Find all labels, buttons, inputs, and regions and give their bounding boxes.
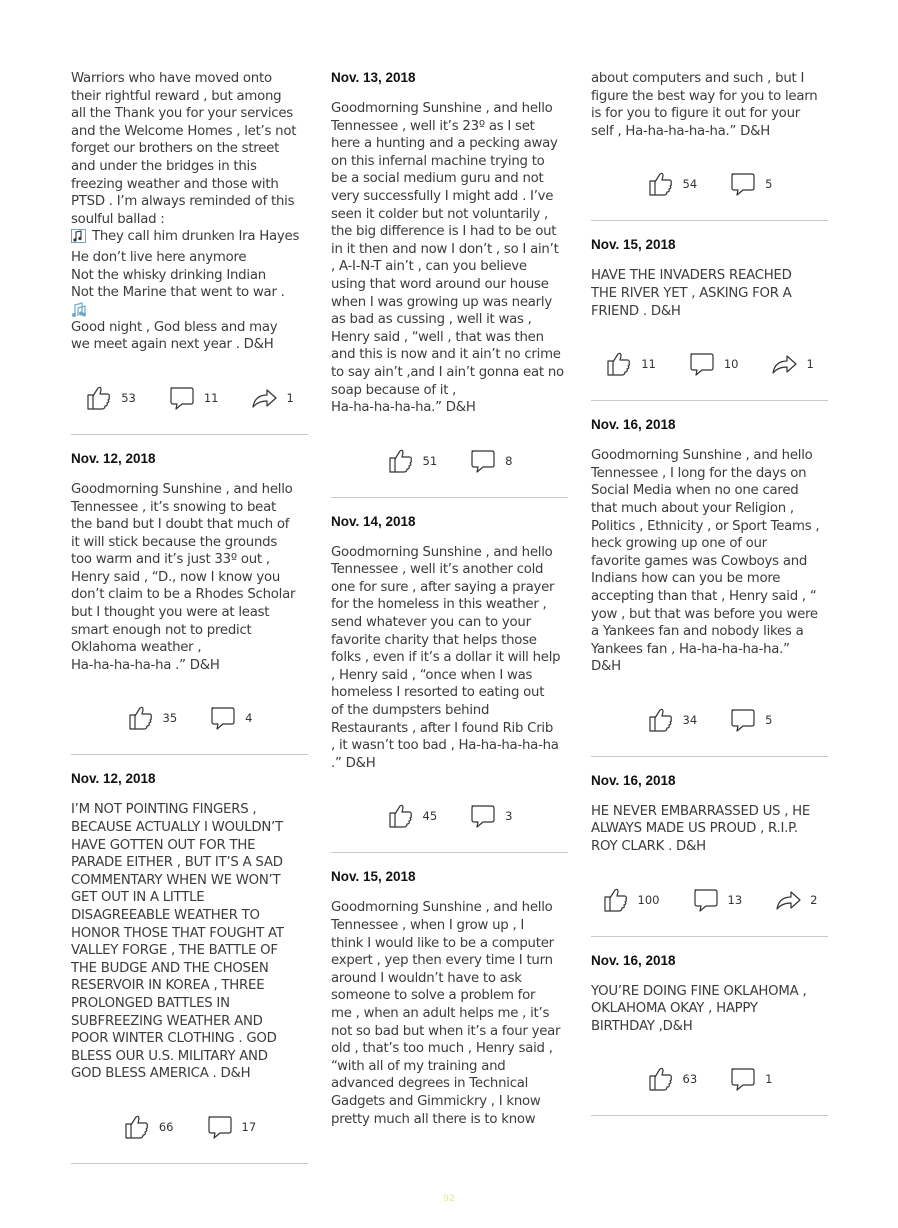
post-text: Goodmorning Sunshine , and hello Tennessee , when I grow up , I think I would like to be a computer expert , yep then every time I turn around I wouldn’t have to ask someone to solve a problem for me , when an adult helps me , it’s not so bad but when it’s a four year old , that’s too much , Henry said , “with all of my training and advanced degrees in Technical Gadgets and Gimmickry , I know pretty much all there is to know [331,900,561,1127]
comment-count: 11 [203,390,219,405]
post [591,773,828,937]
post-stats [591,886,828,914]
comment-count: 5 [765,177,773,192]
divider [591,936,828,937]
column-2 [331,70,568,1128]
like-icon [647,706,675,734]
share-icon [774,886,802,914]
comment-icon [729,1065,757,1093]
post-text: Goodmorning Sunshine , and hello Tennessee , well it’s another cold one for sure , after saying a prayer for the homeless in this weather , send whatever you can to your favorite charity that helps those folks , even if it’s a dollar it will help , Henry said , “once when I was homeless I resorted to eating out of the dumpsters behind Restaurants , after I found Rib Crib , it wasn’t too bad , Ha-ha-ha-ha-ha .” D&H [331,544,561,771]
post-stats [71,704,308,732]
like-count: 100 [637,892,660,907]
comment-stat[interactable] [688,350,739,378]
comment-stat[interactable] [168,384,219,412]
post-stats [71,384,308,412]
like-icon [605,350,633,378]
comment-stat[interactable] [206,1113,257,1141]
like-count: 35 [162,711,178,726]
post-continued [71,70,308,435]
share-count: 1 [286,390,294,405]
comment-icon [688,350,716,378]
comment-stat[interactable] [692,886,743,914]
post-date: Nov. 16, 2018 [591,417,676,433]
lyric-lines: He don’t live here anymore Not the whisky drinking Indian Not the Marine that went to war . [71,249,285,301]
like-icon [85,384,113,412]
post-text: HAVE THE INVADERS REACHED THE RIVER YET , ASKING FOR A FRIEND . D&H [591,268,792,319]
post [71,771,308,1164]
like-stat[interactable] [85,384,136,412]
post-text: Goodmorning Sunshine , and hello Tennessee , it’s snowing to beat the band but I doubt that much of it will stick because the grounds too warm and it’s just 33º out , Henry said , “D., now I know you don’t claim to be a Rhodes Scholar but I thought you were at least smart enough not to predict Oklahoma weather , Ha-ha-ha-ha-ha .” D&H [71,481,296,673]
like-count: 66 [158,1119,174,1134]
comment-count: 10 [723,357,739,372]
share-count: 1 [806,357,814,372]
comment-stat[interactable] [469,802,512,830]
comment-count: 13 [727,892,743,907]
share-icon [770,350,798,378]
like-stat[interactable] [647,706,698,734]
comment-count: 5 [765,712,773,727]
divider [591,756,828,757]
divider [591,1115,828,1116]
divider [591,400,828,401]
post-date: Nov. 12, 2018 [71,771,156,787]
divider [71,434,308,435]
divider [331,852,568,853]
like-stat[interactable] [602,886,660,914]
post-text: Goodmorning Sunshine , and hello Tennessee , well it’s 23º as I set here a hunting and a pecking away on this infernal machine trying to be a social medium guru and not very successfully I might add . I’ve seen it colder but not voluntarily , the big difference is I had to be out in it then and now I don’t , so I ain’t , A-I-N-T ain’t , can you believe using that word around our house when I was growing up was nearly as bad as cussing , well it was , Henry said , “well , that was then and this is now and it ain’t no crime to say ain’t ,and I ain’t gonna eat no soap because of it , Ha-ha-ha-ha-ha.” D&H [331,101,564,416]
like-count: 54 [682,177,698,192]
post-stats [331,447,568,475]
post-date: Nov. 16, 2018 [591,772,676,788]
comment-icon [729,170,757,198]
post-date: Nov. 15, 2018 [331,869,416,885]
like-count: 63 [682,1072,698,1087]
comment-stat[interactable] [729,170,772,198]
like-stat[interactable] [387,447,438,475]
post-stats [71,1113,308,1141]
post [591,237,828,401]
post-date: Nov. 14, 2018 [331,513,416,529]
like-stat[interactable] [127,704,178,732]
like-icon [387,447,415,475]
comment-count: 4 [245,711,253,726]
post-stats [591,170,828,198]
comment-count: 3 [505,809,513,824]
comment-stat[interactable] [209,704,252,732]
like-stat[interactable] [647,1065,698,1093]
post-stats [591,350,828,378]
like-icon [123,1113,151,1141]
post [331,869,568,1128]
like-icon [387,802,415,830]
notes-icon [71,302,308,319]
page-number: 92 [443,1194,455,1204]
post-stats [591,1065,828,1093]
post-stats [331,802,568,830]
post-date: Nov. 13, 2018 [331,70,416,85]
like-icon [647,170,675,198]
post-text: YOU’RE DOING FINE OKLAHOMA , OKLAHOMA OKAY , HAPPY BIRTHDAY ,D&H [591,983,807,1034]
like-count: 51 [422,453,438,468]
comment-icon [206,1113,234,1141]
comment-count: 8 [505,453,513,468]
lyric-line [71,228,308,249]
comment-icon [692,886,720,914]
like-icon [647,1065,675,1093]
post-text: HE NEVER EMBARRASSED US , HE ALWAYS MADE US PROUD , R.I.P. ROY CLARK . D&H [591,803,811,855]
like-count: 53 [121,390,136,405]
comment-icon [168,384,196,412]
like-count: 45 [422,809,438,824]
like-stat[interactable] [387,802,438,830]
comment-count: 17 [241,1119,257,1134]
lyric-text: They call him drunken Ira Hayes [88,229,300,245]
post-stats [591,706,828,734]
post [591,417,828,757]
comment-icon [469,447,497,475]
column-1 [71,70,308,1180]
post [331,514,568,854]
post-date: Nov. 12, 2018 [71,450,156,466]
like-count: 34 [682,712,698,727]
post [331,70,568,498]
comment-icon [209,704,237,732]
comment-count: 1 [765,1072,773,1087]
like-icon [602,886,630,914]
share-count: 2 [810,892,818,907]
post-date: Nov. 15, 2018 [591,237,676,253]
post-text: I’M NOT POINTING FINGERS , BECAUSE ACTUALLY I WOULDN’T HAVE GOTTEN OUT FOR THE PARADE EITHER , BUT IT’S A SAD COMMENTARY WHEN WE WON’T GET OUT IN A LITTLE DISAGREEABLE WEATHER TO HONOR THOSE THAT FOUGHT AT VALLEY FORGE , THE BATTLE OF THE BUDGE AND THE CHOSEN RESERVOIR IN KOREA , THREE PROLONGED BATTLES IN SUBFREEZING WEATHER AND POOR WINTER CLOTHING . GOD BLESS OUR U.S. MILITARY AND GOD BLESS AMERICA . D&H [71,802,284,1082]
post [71,451,308,756]
share-stat[interactable] [250,384,293,412]
share-stat[interactable] [770,350,813,378]
post-continued [591,70,828,221]
music-note-icon [71,229,86,249]
column-3 [591,70,828,1132]
comment-icon [469,802,497,830]
share-stat[interactable] [774,886,817,914]
like-stat[interactable] [123,1113,174,1141]
post-closing: Good night , God bless and may we meet again next year . D&H [71,319,278,353]
like-stat[interactable] [647,170,698,198]
like-count: 11 [641,357,656,372]
comment-stat[interactable] [469,447,512,475]
post-date: Nov. 16, 2018 [591,952,676,968]
like-icon [127,704,155,732]
post-text: about computers and such , but I figure the best way for you to learn is for you to figure it out for your self , Ha-ha-ha-ha-ha.” D&H [591,71,818,139]
divider [331,497,568,498]
post-text: Warriors who have moved onto their rightful reward , but among all the Thank you for your services and the Welcome Homes , let’s not forget our brothers on the street and under the bridges in this freezing weather and those with PTSD . I’m always reminded of this soulful ballad : [71,71,297,227]
comment-stat[interactable] [729,706,772,734]
post-text: Goodmorning Sunshine , and hello Tennessee , I long for the days on Social Media when no one cared that much about your Religion , Politics , Ethnicity , or Sport Teams , heck growing up one of our favorite games was Cowboys and Indians how can you be more accepting than that , Henry said , “ yow , but that was before you were a Yankees fan and nobody likes a Yankees fan , Ha-ha-ha-ha-ha.” D&H [591,448,820,675]
share-icon [250,384,278,412]
comment-icon [729,706,757,734]
divider [71,1163,308,1164]
post [591,953,828,1117]
comment-stat[interactable] [729,1065,772,1093]
divider [591,220,828,221]
like-stat[interactable] [605,350,656,378]
divider [71,754,308,755]
